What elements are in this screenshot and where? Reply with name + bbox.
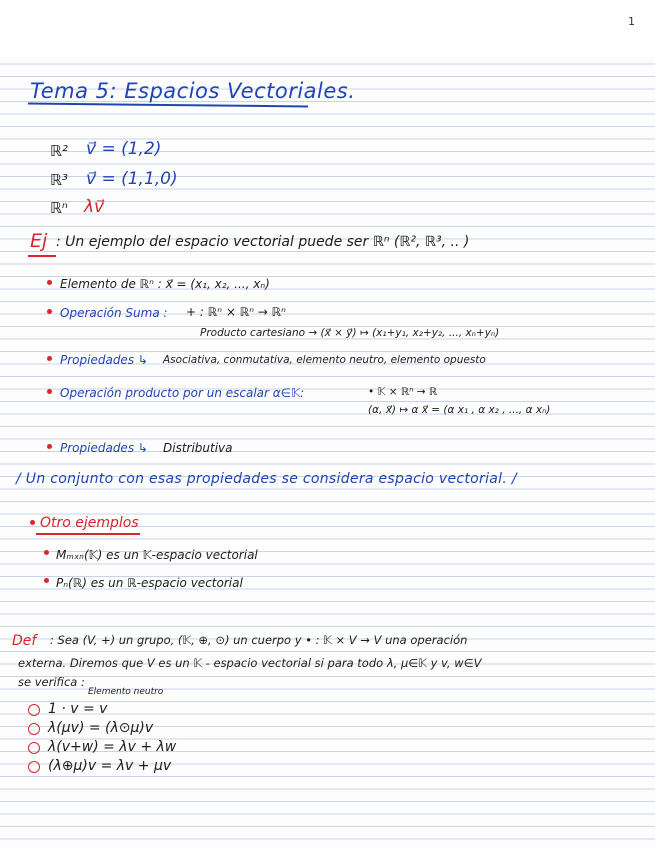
axiom-number-circle	[28, 704, 40, 716]
operacion-suma-def: + : ℝⁿ × ℝⁿ → ℝⁿ	[186, 305, 286, 319]
axiom-number-circle	[28, 723, 40, 735]
def-line2: externa. Diremos que V es un 𝕂 - espacio vectorial si para todo λ, μ∈𝕂 y v, w∈V	[18, 656, 482, 670]
example-vector-r2: v⃗ = (1,2)	[86, 139, 162, 159]
axiom-4: (λ⊕μ)v = λv + μv	[48, 758, 172, 774]
bullet-dot	[44, 550, 49, 555]
page-number: 1	[628, 15, 635, 28]
bullet-dot	[47, 389, 52, 394]
axiom-1: 1 · v = v	[48, 701, 108, 717]
example-vector-rn: λv⃗	[84, 197, 105, 217]
example-space-rn: ℝⁿ	[50, 199, 68, 217]
axiom-3: λ(v+w) = λv + λw	[48, 739, 177, 755]
def-label: Def	[12, 633, 37, 649]
bullet-dot	[47, 356, 52, 361]
example-vector-r3: v⃗ = (1,1,0)	[86, 169, 178, 189]
bullet-elemento: Elemento de ℝⁿ : x⃗ = (x₁, x₂, ..., xₙ)	[60, 277, 270, 291]
def-note: Elemento neutro	[88, 687, 164, 697]
axiom-2: λ(μv) = (λ⊙μ)v	[48, 720, 154, 736]
propiedades-label: Propiedades ↳	[60, 353, 148, 367]
ej-text: : Un ejemplo del espacio vectorial puede ser ℝⁿ (ℝ², ℝ³, .. )	[56, 234, 470, 250]
page-title: Tema 5: Espacios Vectoriales.	[30, 79, 356, 103]
otros-underline	[36, 533, 140, 535]
def-line1: : Sea (V, +) un grupo, (𝕂, ⊕, ⊙) un cuerpo y • : 𝕂 × V → V una operación	[50, 633, 468, 647]
producto-cartesiano: Producto cartesiano → (x⃗ × y⃗) ↦ (x₁+y₁, x₂+y₂, ..., xₙ+yₙ)	[200, 327, 500, 339]
page-header-area	[0, 0, 655, 58]
propiedades2-label: Propiedades ↳	[60, 441, 148, 455]
ej-underline	[28, 255, 56, 257]
example-space-r2: ℝ²	[50, 142, 68, 160]
bullet-dot	[47, 280, 52, 285]
conclusion-text: / Un conjunto con esas propiedades se considera espacio vectorial. /	[16, 471, 517, 487]
operacion-escalar-label: Operación producto por un escalar α∈𝕂:	[60, 386, 305, 400]
otros-item: Pₙ(ℝ) es un ℝ-espacio vectorial	[56, 576, 243, 590]
propiedades-text: Asociativa, conmutativa, elemento neutro, elemento opuesto	[163, 354, 486, 366]
operacion-suma-label: Operación Suma :	[60, 306, 168, 320]
example-space-r3: ℝ³	[50, 171, 68, 189]
axiom-number-circle	[28, 742, 40, 754]
operacion-escalar-def1: • 𝕂 × ℝⁿ → ℝ	[368, 386, 438, 398]
propiedades2-text: Distributiva	[163, 441, 233, 455]
otros-ejemplos-label: Otro ejemplos	[40, 515, 139, 531]
ej-label: Ej	[30, 230, 48, 252]
bullet-dot	[30, 520, 35, 525]
bullet-dot	[44, 578, 49, 583]
otros-item: Mₘₓₙ(𝕂) es un 𝕂-espacio vectorial	[56, 548, 258, 562]
bullet-dot	[47, 444, 52, 449]
bullet-dot	[47, 309, 52, 314]
def-line3: se verifica :	[18, 675, 85, 689]
operacion-escalar-def2: (α, x⃗) ↦ α x⃗ = (α x₁ , α x₂ , ..., α xₙ)	[368, 404, 551, 416]
axiom-number-circle	[28, 761, 40, 773]
